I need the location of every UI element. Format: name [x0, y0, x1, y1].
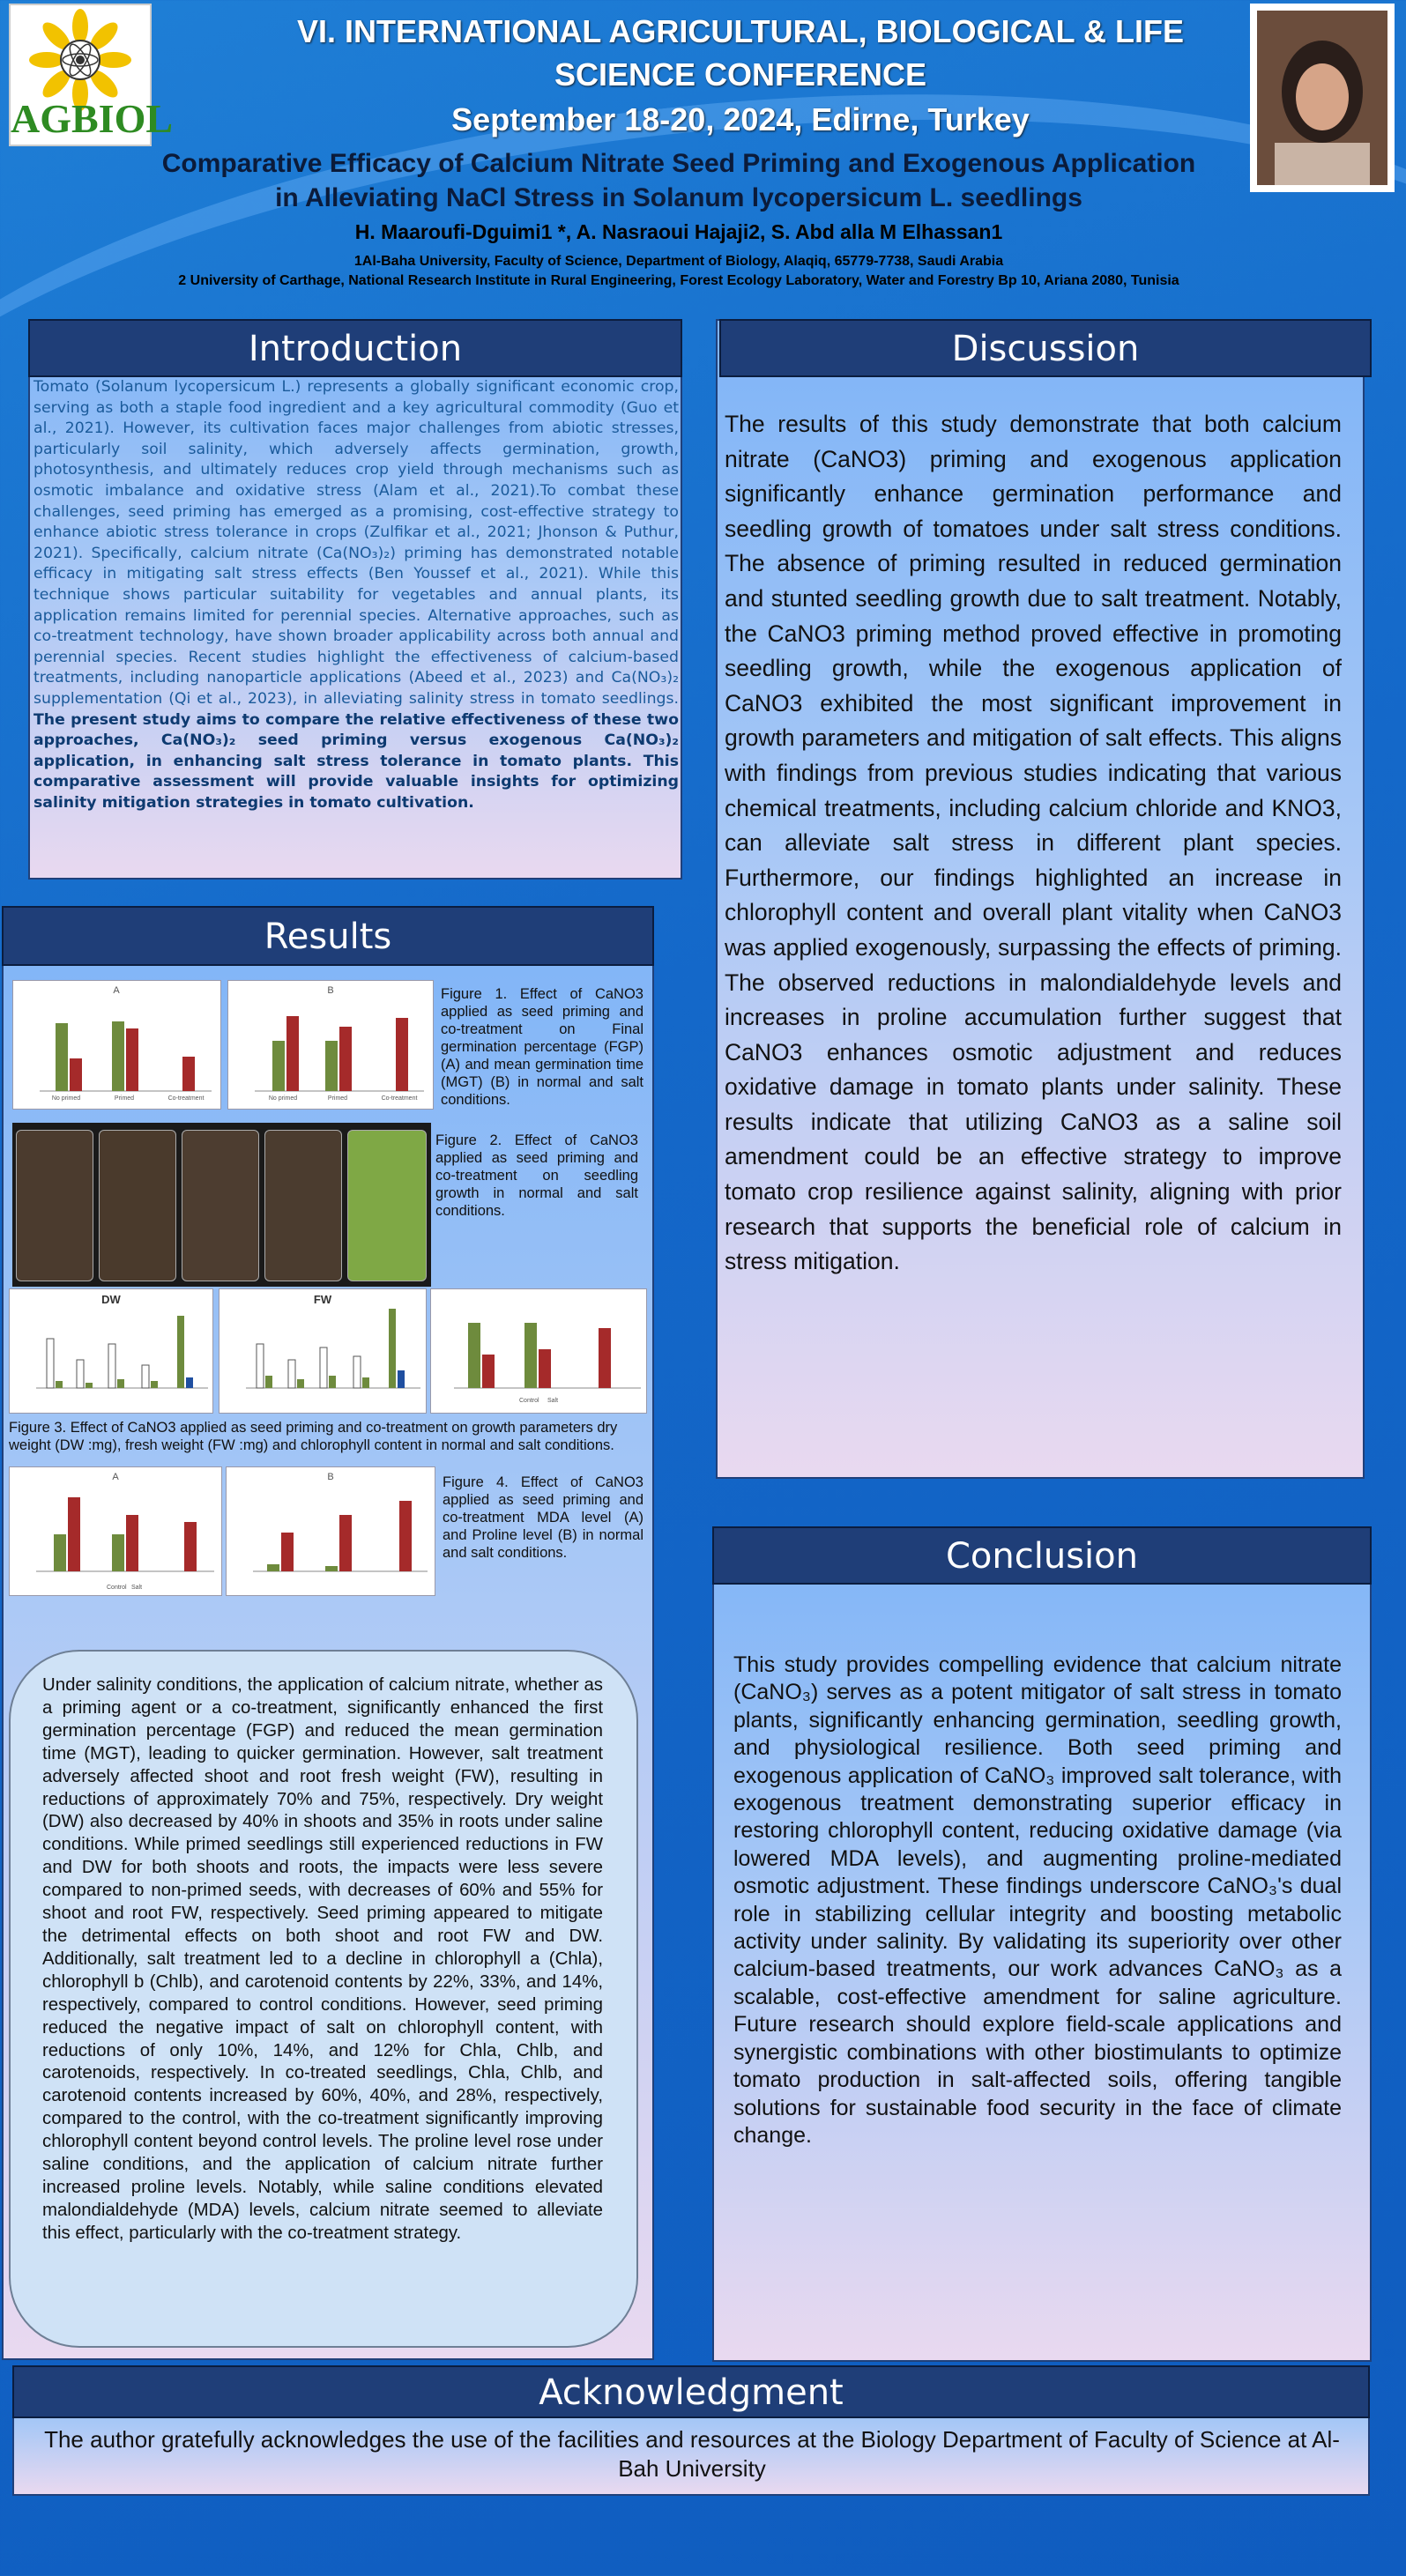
- figure3-panel-chlorophyll: [430, 1288, 647, 1414]
- figure3-caption: Figure 3. Effect of CaNO3 applied as seed priming and co-treatment on growth parameters dry weight (DW :mg), fresh weight (FW :mg) and chlorophyll content in normal and salt conditions.: [9, 1420, 618, 1453]
- figure1-panel-b: [227, 980, 434, 1110]
- fig3-panel-label-fw: FW: [313, 1293, 332, 1306]
- figure1-caption: Figure 1. Effect of CaNO3 applied as seed priming and co-treatment on Final germination percentage (FGP) (A) and mean germination time (MGT) (B) in normal and salt conditions.: [441, 986, 643, 1108]
- poster-title-line2: in Alleviating NaCl Stress in Solanum lycopersicum L. seedlings: [275, 183, 1082, 212]
- introduction-aim: The present study aims to compare the relative effectiveness of these two approaches, Ca(NO₃)₂ seed priming versus exogenous Ca(NO₃)₂ application, in enhancing salt stress tolerance in tomato plants. This comparative assessment will provide valuable insights for optimizing salinity mitigation strategies in tomato cultivation.: [33, 710, 679, 812]
- conference-date: September 18-20, 2024, Edirne, Turkey: [451, 101, 1030, 137]
- affiliation-2: 2 University of Carthage, National Research Institute in Rural Engineering, Forest Ecology Laboratory, Water and Forestry Bp 10, Ariana 2080, Tunisia: [178, 273, 1179, 288]
- figure4-panel-b: [226, 1466, 435, 1596]
- figure3-chart-chlorophyll: [431, 1289, 646, 1413]
- logo-text: AGBIOL: [11, 96, 174, 141]
- figure3-chart-fw: [219, 1289, 426, 1413]
- introduction-heading: Introduction: [28, 319, 682, 377]
- results-summary-text: Under salinity conditions, the application of calcium nitrate, whether as a priming agent or a co-treatment, significantly enhanced the first germination percentage (FGP) and reduced the mean germination time (MGT), leading to quicker germination. However, salt treatment adversely affected shoot and root fresh weight (FW), resulting in reductions of approximately 70% and 75%, respectively. Dry weight (DW) also decreased by 40% in shoots and 35% in roots under saline conditions. While primed seedlings still experienced reductions in FW and DW for both shoots and roots, the impacts were less severe compared to non-primed seeds, with decreases of 60% and 55% for shoot and root FW, respectively. Seed priming appeared to mitigate the detrimental effects on both shoot and root FW and DW. Additionally, salt treatment led to a decline in chlorophyll a (Chla), chlorophyll b (Chlb), and carotenoid contents by 22%, 33%, and 14%, respectively, compared to control conditions. However, seed priming reduced the negative impact of salt on chlorophyll content, with reductions of only 10%, 14%, and 12% for Chla, Chlb, and carotenoids, respectively. In co-treated seedlings, Chla, Chlb, and carotenoid contents increased by 60%, 40%, and 28%, respectively, compared to the control, with the co-treatment significantly improving chlorophyll content beyond control levels. The proline level rose under saline conditions, and the application of calcium nitrate further increased proline levels. Notably, while saline conditions elevated malondialdehyde (MDA) levels, calcium nitrate seemed to alleviate this effect, particularly with the co-treatment strategy.: [42, 1675, 603, 2243]
- seedling-tray: [347, 1130, 427, 1281]
- figure2-photo: [12, 1123, 431, 1287]
- fig1b-bar: [325, 1041, 338, 1091]
- figure4-panel-a: [9, 1466, 222, 1596]
- figure2-caption: Figure 2. Effect of CaNO3 applied as seed priming and co-treatment on seedling growth in normal and salt conditions.: [435, 1132, 638, 1219]
- fig1b-tick: Co-treatment: [381, 1095, 418, 1102]
- figure4-chart-b: [227, 1467, 435, 1595]
- seedling-tray: [182, 1130, 259, 1281]
- fig1b-tick: Primed: [327, 1095, 348, 1102]
- fig1b-bar: [272, 1041, 285, 1091]
- seedling-tray: [99, 1130, 176, 1281]
- fig1b-tick: No primed: [268, 1095, 298, 1102]
- introduction-body: Tomato (Solanum lycopersicum L.) represents a globally significant economic crop, serving as both a staple food ingredient and a key agricultural commodity (Guo et al., 2021). However, its cultivation faces major challenges from abiotic stresses, particularly soil salinity, which adversely affects germination, growth, photosynthesis, and ultimately reduces crop yield through mechanisms such as osmotic imbalance and oxidative stress (Alam et al., 2021).To combat these challenges, seed priming has emerged as a promising, cost-effective strategy to enhance abiotic stress tolerance in crops (Zulfikar et al., 2021; Jhonson & Puthur, 2021). Specifically, calcium nitrate (Ca(NO₃)₂) priming has demonstrated notable efficacy in mitigating salt stress effects (Ben Youssef et al., 2021). While this technique shows particular suitability for vegetables and annual plants, its application remains limited for perennial species. Alternative approaches, such as co-treatment technology, have shown broader applicability across both annual and perennial species. Recent studies highlight the effectiveness of calcium-based treatments, including nanoparticle applications (Abeed et al., 2023) and Ca(NO₃)₂ supplementation (Qi et al., 2023), in alleviating salinity stress in tomato seedlings.: [33, 378, 679, 708]
- introduction-text-block: [33, 377, 679, 871]
- fig1a-tick: Co-treatment: [167, 1095, 205, 1102]
- fig4a-legend: Salt: [131, 1585, 143, 1591]
- fig1b-bar: [396, 1018, 408, 1091]
- acknowledgment-text: The author gratefully acknowledges the use of the facilities and resources at the Biology Department of Faculty of Science at Al-Bah University: [44, 2426, 1340, 2482]
- conference-title-line1: VI. INTERNATIONAL AGRICULTURAL, BIOLOGICAL & LIFE: [297, 13, 1184, 49]
- affiliation-1: 1Al-Baha University, Faculty of Science, Department of Biology, Alaqiq, 65779-7738, Saudi Arabia: [353, 254, 1004, 269]
- conclusion-text: This study provides compelling evidence that calcium nitrate (CaNO₃) serves as a potent mitigator of salt stress in tomato plants, significantly enhancing germination, seedling growth, and physiological resilience. Both seed priming and exogenous application of CaNO₃ improved salt tolerance, with exogenous treatment demonstrating superior efficacy in restoring chlorophyll content, reducing oxidative damage (via lowered MDA levels), and augmenting proline-mediated osmotic adjustment. These findings underscore CaNO₃'s dual role in stabilizing cellular integrity and boosting metabolic activity under salinity. By validating its superiority over other calcium-based treatments, our work advances CaNO₃ as a scalable, cost-effective amendment for saline agriculture. Future research should explore field-scale applications and synergistic combinations with other biostimulants to optimize tomato production in salt-affected soils, offering tangible solutions for sustainable food security in the face of climate change.: [733, 1652, 1342, 2148]
- author-list: H. Maaroufi-Dguimi1 *, A. Nasraoui Hajaji2, S. Abd alla M Elhassan1: [354, 220, 1003, 243]
- figure1-panel-a: [12, 980, 221, 1110]
- fig1a-bar: [182, 1057, 195, 1091]
- fig1a-tick: No primed: [51, 1095, 81, 1102]
- figure1-chart-b: [228, 981, 433, 1109]
- figure3-panel-fw: [219, 1288, 427, 1414]
- fig1a-tick: Primed: [114, 1095, 135, 1102]
- conference-logo: [9, 4, 174, 146]
- figure4-caption: Figure 4. Effect of CaNO3 applied as seed priming and co-treatment MDA level (A) and Proline level (B) in normal and salt conditions.: [443, 1474, 643, 1561]
- fig1-panel-label-a: A: [113, 985, 120, 996]
- fig1a-bar: [70, 1058, 82, 1091]
- discussion-text: The results of this study demonstrate that both calcium nitrate (CaNO3) priming and exogenous application significantly enhance germination performance and seedling growth of tomatoes under salt stress conditions. The absence of priming resulted in reduced germination and stunted seedling growth due to salt treatment. Notably, the CaNO3 priming method proved effective in promoting seedling growth, while the exogenous application of CaNO3 exhibited the most significant improvement in growth parameters and mitigation of salt effects. This aligns with findings from previous studies indicating that various chemical treatments, including calcium chloride and KNO3, can alleviate salt stress in different plant species. Furthermore, our findings highlighted an increase in chlorophyll content and overall plant vitality when CaNO3 was applied exogenously, surpassing the effects of priming. The observed reductions in malondialdehyde levels and increases in proline accumulation further suggest that CaNO3 enhances osmotic adjustment and reduces oxidative damage in tomato plants under salinity. These results indicate that utilizing CaNO3 as a saline soil amendment could be an effective strategy to improve tomato crop resilience against salinity, aligning with prior research that supports the beneficial role of calcium in stress mitigation.: [725, 411, 1342, 1275]
- figure4-chart-a: [10, 1467, 221, 1595]
- fig1-panel-label-b: B: [327, 985, 334, 996]
- figure3-chart-dw: [10, 1289, 212, 1413]
- fig1a-bar: [56, 1023, 68, 1091]
- seedling-tray: [16, 1130, 93, 1281]
- acknowledgment-heading: Acknowledgment: [12, 2365, 1370, 2418]
- conference-title-line2: SCIENCE CONFERENCE: [554, 56, 927, 93]
- fig4a-legend: Control: [107, 1585, 127, 1591]
- results-heading: Results: [2, 906, 654, 966]
- seedling-tray: [264, 1130, 342, 1281]
- poster-title-line1: Comparative Efficacy of Calcium Nitrate Seed Priming and Exogenous Application: [161, 149, 1196, 178]
- fig3-legend-salt: Salt: [547, 1398, 559, 1404]
- figure3-panel-dw: [9, 1288, 213, 1414]
- fig4-panel-label-a: A: [112, 1472, 119, 1482]
- discussion-heading: Discussion: [719, 319, 1372, 377]
- conclusion-heading: Conclusion: [712, 1526, 1372, 1585]
- fig1b-bar: [339, 1027, 352, 1091]
- fig3-legend-control: Control: [519, 1398, 539, 1404]
- fig4-panel-label-b: B: [327, 1472, 334, 1482]
- fig3-panel-label-dw: DW: [101, 1293, 121, 1306]
- figure1-chart-a: [13, 981, 220, 1109]
- fig1a-bar: [126, 1028, 138, 1091]
- fig1a-bar: [112, 1021, 124, 1091]
- fig1b-bar: [286, 1016, 299, 1091]
